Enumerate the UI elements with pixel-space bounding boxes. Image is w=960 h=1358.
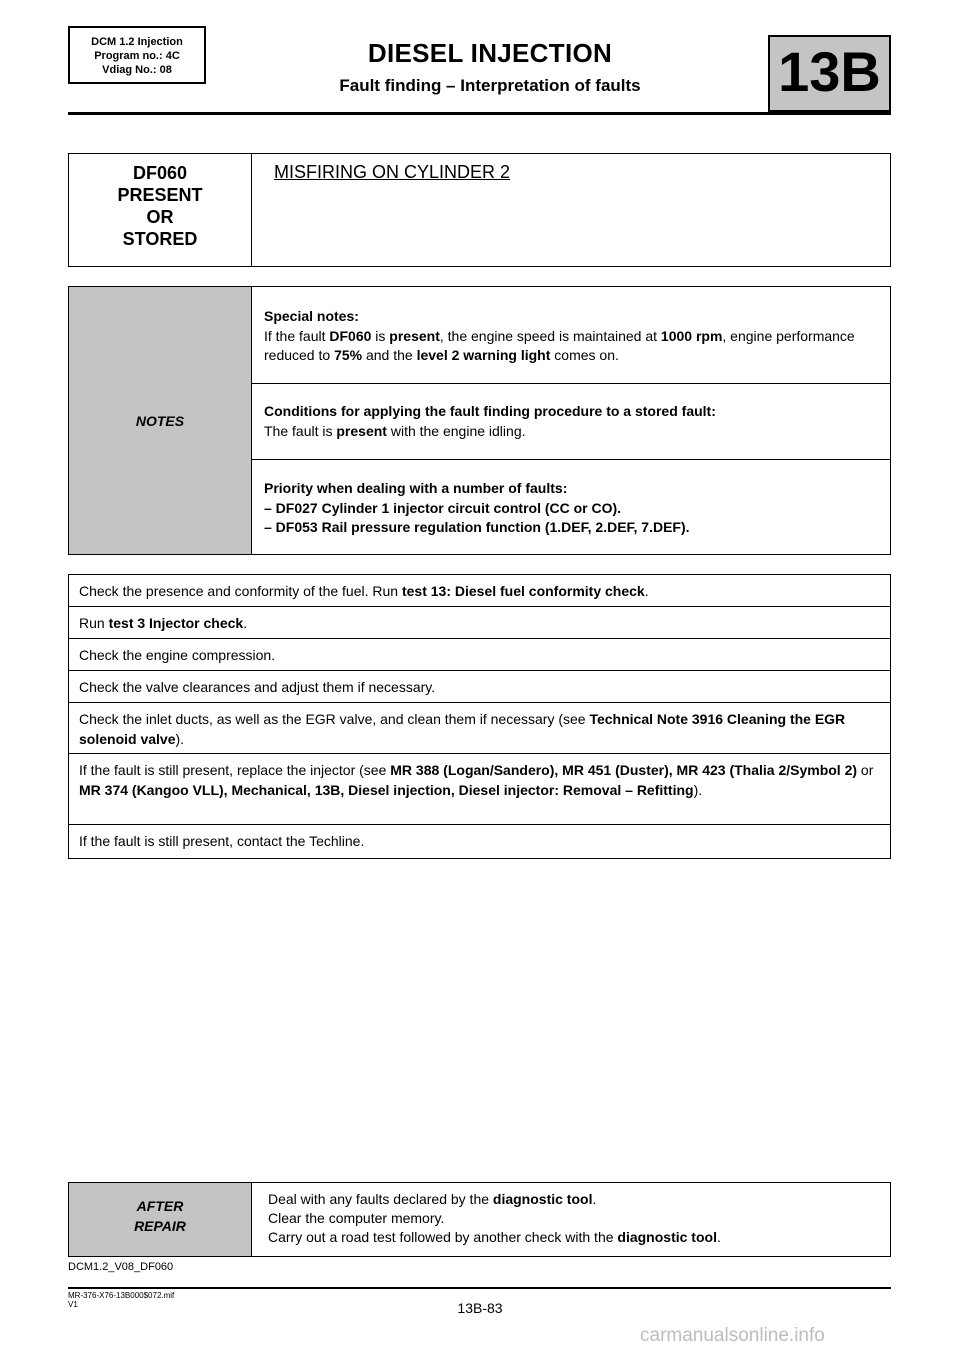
- section-badge: 13B: [768, 35, 891, 112]
- step-text: ).: [175, 730, 185, 747]
- special-notes-text: is: [371, 327, 390, 344]
- notes-label: NOTES: [69, 287, 252, 554]
- priority-item: – DF027 Cylinder 1 injector circuit control (CC or CO).: [264, 499, 622, 516]
- special-notes-text: and the: [362, 347, 417, 363]
- watermark: carmanualsonline.info: [640, 1325, 825, 1346]
- conditions-present: present: [336, 422, 387, 439]
- diagnostic-tool-ref: diagnostic tool: [492, 1191, 593, 1207]
- step-manual-refs: MR 374 (Kangoo VLL), Mechanical, 13B, Diesel injection, Diesel injector: Removal – Refitting: [79, 781, 694, 798]
- after-repair-content: [252, 1183, 890, 1256]
- after-text: .: [592, 1191, 597, 1207]
- step-text: ).: [693, 781, 703, 798]
- special-notes-present: present: [389, 327, 440, 344]
- after-line: [268, 1190, 890, 1209]
- step-test-3: test 3 Injector check: [108, 615, 244, 631]
- footer-divider: [68, 1287, 891, 1289]
- step-row: [69, 703, 890, 754]
- step-row: [69, 575, 890, 607]
- after-text: Carry out a road test followed by another check with the: [268, 1229, 618, 1245]
- fault-description: MISFIRING ON CYLINDER 2: [274, 162, 511, 182]
- file-reference: [68, 1291, 174, 1309]
- dcm-line-2: Program no.: 4C: [94, 50, 180, 62]
- fault-box: [68, 153, 891, 267]
- conditions-text: with the engine idling.: [386, 422, 526, 439]
- diagnostic-tool-ref: diagnostic tool: [617, 1229, 717, 1245]
- after-label-line: AFTER: [136, 1198, 184, 1214]
- dcm-line-1: DCM 1.2 Injection: [91, 36, 183, 48]
- after-text: Deal with any faults declared by the: [268, 1191, 493, 1207]
- after-repair-label: [69, 1183, 252, 1256]
- step-text: or: [857, 762, 874, 778]
- step-row: Check the engine compression.: [69, 639, 890, 671]
- step-row: [69, 754, 890, 825]
- step-text: Check the inlet ducts, as well as the EGR valve, and clean them if necessary (see: [79, 711, 590, 727]
- special-notes-text: , engine performance reduced to: [264, 327, 855, 363]
- page-subtitle: Fault finding – Interpretation of faults: [339, 76, 641, 95]
- fault-status: [69, 154, 252, 266]
- special-notes-percent: 75%: [334, 347, 363, 363]
- step-text: .: [243, 615, 248, 631]
- special-notes-text: , the engine speed is maintained at: [439, 327, 661, 344]
- fault-state-or: OR: [146, 207, 174, 227]
- special-notes-warning-light: level 2 warning light: [416, 347, 551, 363]
- step-test-13: test 13: Diesel fuel conformity check: [401, 583, 645, 599]
- procedure-steps: [68, 574, 891, 859]
- special-notes: [252, 287, 890, 384]
- step-text: Run: [79, 615, 109, 631]
- priority-note: [252, 460, 890, 554]
- after-label-line: REPAIR: [134, 1218, 186, 1234]
- step-row: Check the valve clearances and adjust them if necessary.: [69, 671, 890, 703]
- dcm-info-box: [68, 26, 206, 84]
- dcm-line-3: Vdiag No.: 08: [102, 64, 172, 76]
- step-text: If the fault is still present, replace the injector (see: [79, 762, 391, 778]
- step-manual-refs: MR 388 (Logan/Sandero), MR 451 (Duster), MR 423 (Thalia 2/Symbol 2): [390, 762, 858, 778]
- fault-code: DF060: [132, 163, 188, 183]
- header-divider: [68, 112, 891, 115]
- notes-content: [252, 287, 890, 554]
- page-number: 13B-83: [457, 1300, 503, 1316]
- fault-state-present: PRESENT: [117, 185, 203, 205]
- special-notes-text: If the fault: [264, 327, 330, 344]
- fault-state-stored: STORED: [122, 229, 198, 249]
- priority-title: Priority when dealing with a number of faults:: [264, 480, 568, 496]
- special-notes-title: Special notes:: [264, 308, 359, 324]
- special-notes-text: comes on.: [550, 347, 619, 363]
- after-line: [268, 1228, 890, 1247]
- after-line: Clear the computer memory.: [268, 1210, 445, 1226]
- conditions-title: Conditions for applying the fault finding procedure to a stored fault:: [264, 403, 716, 419]
- conditions-text: The fault is: [264, 422, 337, 439]
- priority-item: – DF053 Rail pressure regulation function (1.DEF, 2.DEF, 7.DEF).: [264, 519, 690, 535]
- file-version: V1: [68, 1300, 78, 1309]
- after-text: .: [716, 1229, 721, 1245]
- document-reference: DCM1.2_V08_DF060: [68, 1261, 174, 1273]
- step-technical-note-ref: Technical Note 3916 Cleaning the EGR solenoid valve: [79, 711, 846, 747]
- page-title: DIESEL INJECTION: [367, 38, 613, 68]
- special-notes-rpm: 1000 rpm: [660, 327, 723, 344]
- step-row: [69, 607, 890, 639]
- step-text: .: [644, 583, 649, 599]
- special-notes-fault-code: DF060: [329, 327, 372, 344]
- notes-box: [68, 286, 891, 555]
- step-row: If the fault is still present, contact the Techline.: [79, 833, 365, 849]
- file-name: MR-376-X76-13B000$072.mif: [68, 1291, 175, 1300]
- after-repair-box: [68, 1182, 891, 1257]
- conditions-note: [252, 384, 890, 460]
- step-text: Check the presence and conformity of the fuel. Run: [79, 583, 402, 599]
